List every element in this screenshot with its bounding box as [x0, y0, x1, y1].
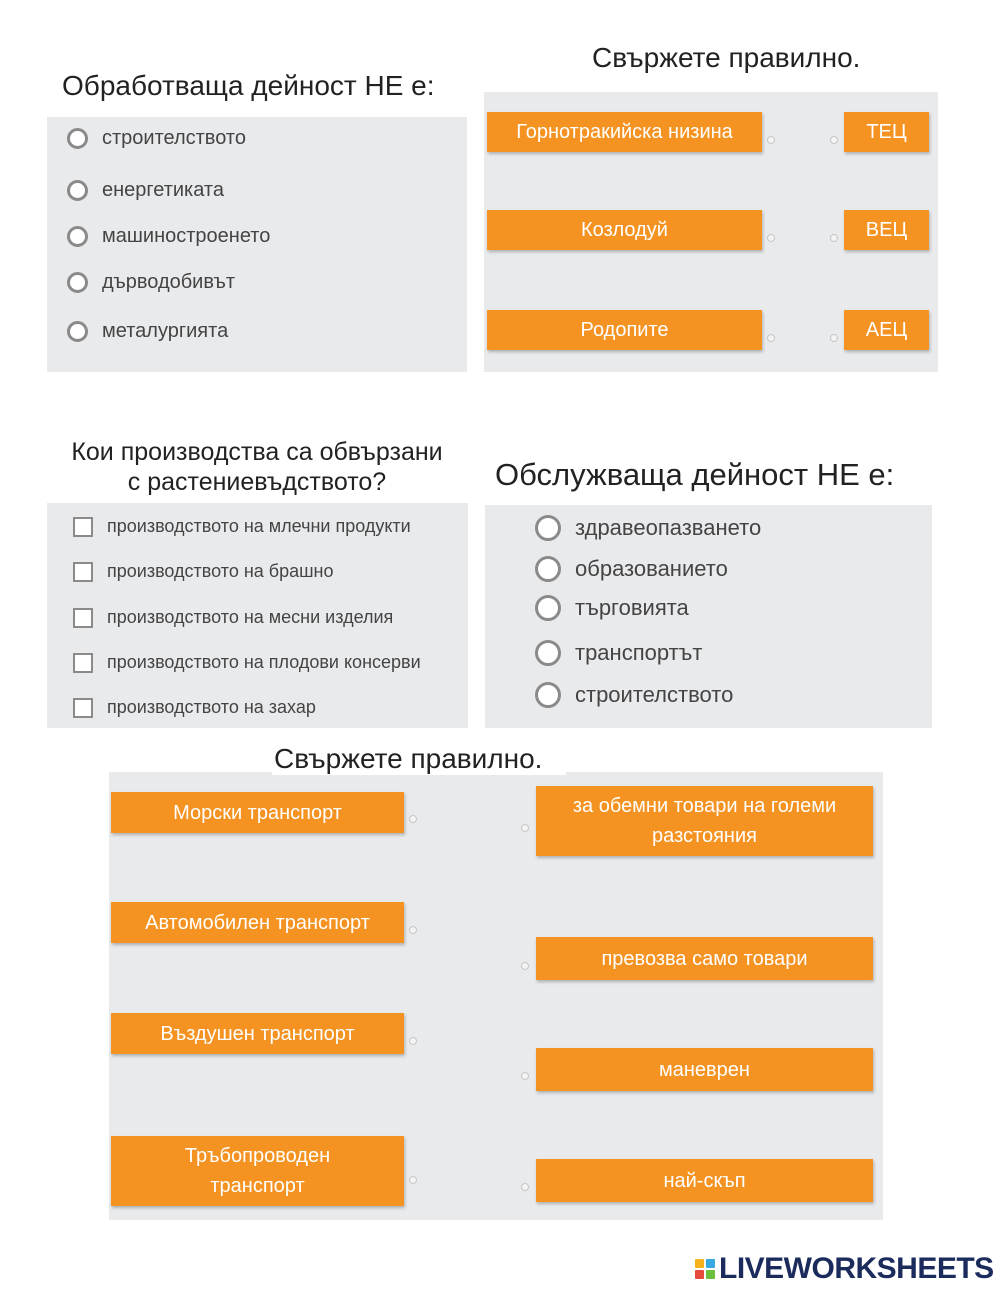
q4-option[interactable] — [535, 556, 728, 582]
q5-left-connector-dot[interactable] — [409, 1037, 417, 1045]
q4-option[interactable] — [535, 515, 761, 541]
radio-button[interactable] — [67, 272, 88, 293]
q2-left-item[interactable]: Родопите — [487, 310, 762, 350]
q1-panel — [47, 117, 467, 372]
q5-right-item[interactable]: превозва само товари — [536, 937, 873, 980]
liveworksheets-logo-icon — [695, 1259, 715, 1279]
q1-option-label: енергетиката — [102, 179, 224, 201]
q3-option-label: производството на млечни продукти — [107, 516, 411, 536]
q3-option[interactable] — [73, 652, 421, 673]
radio-button[interactable] — [535, 640, 561, 666]
q2-title: Свържете правилно. — [592, 42, 861, 73]
q5-left-connector-dot[interactable] — [409, 1176, 417, 1184]
checkbox[interactable] — [73, 608, 93, 628]
q4-option-label: строителството — [575, 682, 734, 707]
q3-title — [47, 437, 467, 497]
q1-option[interactable] — [67, 271, 235, 294]
q1-option[interactable] — [67, 127, 246, 150]
checkbox[interactable] — [73, 517, 93, 537]
q2-panel — [484, 92, 938, 372]
q5-left-connector-dot[interactable] — [409, 815, 417, 823]
checkbox[interactable] — [73, 562, 93, 582]
q4-option-label: търговията — [575, 595, 689, 620]
q2-right-item[interactable]: ВЕЦ — [844, 210, 929, 250]
q3-title-line: Кои производства са обвързани — [71, 438, 443, 466]
radio-button[interactable] — [535, 682, 561, 708]
q1-option-label: металургията — [102, 320, 229, 342]
q5-right-item[interactable]: най-скъп — [536, 1159, 873, 1202]
brand-name: LIVEWORKSHEETS — [719, 1252, 994, 1285]
q1-option[interactable] — [67, 320, 228, 343]
q5-right-item[interactable]: за обемни товари на големи разстояния — [536, 786, 873, 856]
q5-left-item[interactable]: Тръбопроводен транспорт — [111, 1136, 404, 1206]
q3-option[interactable] — [73, 607, 393, 628]
q3-panel — [47, 503, 468, 728]
radio-button[interactable] — [535, 556, 561, 582]
radio-button[interactable] — [67, 180, 88, 201]
q2-right-connector-dot[interactable] — [830, 334, 838, 342]
radio-button[interactable] — [535, 595, 561, 621]
q5-title: Свържете правилно. — [272, 743, 566, 775]
q3-option[interactable] — [73, 516, 411, 537]
q3-option-label: производството на месни изделия — [107, 607, 394, 627]
q2-left-item[interactable]: Козлодуй — [487, 210, 762, 250]
q1-option[interactable] — [67, 225, 270, 248]
q5-left-item[interactable]: Въздушен транспорт — [111, 1013, 404, 1054]
radio-button[interactable] — [67, 226, 88, 247]
q4-panel — [485, 505, 932, 728]
q4-option[interactable] — [535, 595, 689, 621]
q5-right-connector-dot[interactable] — [521, 824, 529, 832]
q4-option-label: здравеопазването — [575, 515, 762, 540]
q3-option-label: производството на брашно — [107, 561, 334, 581]
checkbox[interactable] — [73, 698, 93, 718]
q1-title: Обработваща дейност НЕ е: — [62, 70, 435, 101]
q2-left-connector-dot[interactable] — [767, 234, 775, 242]
q4-option-label: транспортът — [575, 640, 703, 665]
q1-option-label: строителството — [102, 127, 246, 149]
q5-panel — [109, 772, 883, 1220]
q2-left-connector-dot[interactable] — [767, 136, 775, 144]
q4-option[interactable] — [535, 682, 733, 708]
q4-option-label: образованието — [575, 556, 728, 581]
q3-option[interactable] — [73, 697, 316, 718]
q4-option[interactable] — [535, 640, 703, 666]
q1-option[interactable] — [67, 179, 224, 202]
q2-left-item[interactable]: Горнотракийска низина — [487, 112, 762, 152]
q2-left-connector-dot[interactable] — [767, 334, 775, 342]
q5-right-item[interactable]: маневрен — [536, 1048, 873, 1091]
checkbox[interactable] — [73, 653, 93, 673]
liveworksheets-logo — [695, 1252, 994, 1286]
q2-right-item[interactable]: ТЕЦ — [844, 112, 929, 152]
q3-option-label: производството на плодови консерви — [107, 652, 421, 672]
q5-right-connector-dot[interactable] — [521, 1183, 529, 1191]
radio-button[interactable] — [67, 321, 88, 342]
q5-right-connector-dot[interactable] — [521, 1072, 529, 1080]
q5-right-connector-dot[interactable] — [521, 962, 529, 970]
radio-button[interactable] — [67, 128, 88, 149]
q5-left-item[interactable]: Автомобилен транспорт — [111, 902, 404, 943]
q2-right-item[interactable]: АЕЦ — [844, 310, 929, 350]
q3-option[interactable] — [73, 561, 334, 582]
q2-right-connector-dot[interactable] — [830, 136, 838, 144]
q1-option-label: машиностроенето — [102, 225, 271, 247]
q3-option-label: производството на захар — [107, 697, 316, 717]
q3-title-line: с растениевъдството? — [127, 468, 387, 496]
q2-right-connector-dot[interactable] — [830, 234, 838, 242]
q4-title: Обслужваща дейност НЕ е: — [495, 457, 895, 492]
q5-left-connector-dot[interactable] — [409, 926, 417, 934]
q5-left-item[interactable]: Морски транспорт — [111, 792, 404, 833]
q1-option-label: дърводобивът — [102, 271, 235, 293]
radio-button[interactable] — [535, 515, 561, 541]
